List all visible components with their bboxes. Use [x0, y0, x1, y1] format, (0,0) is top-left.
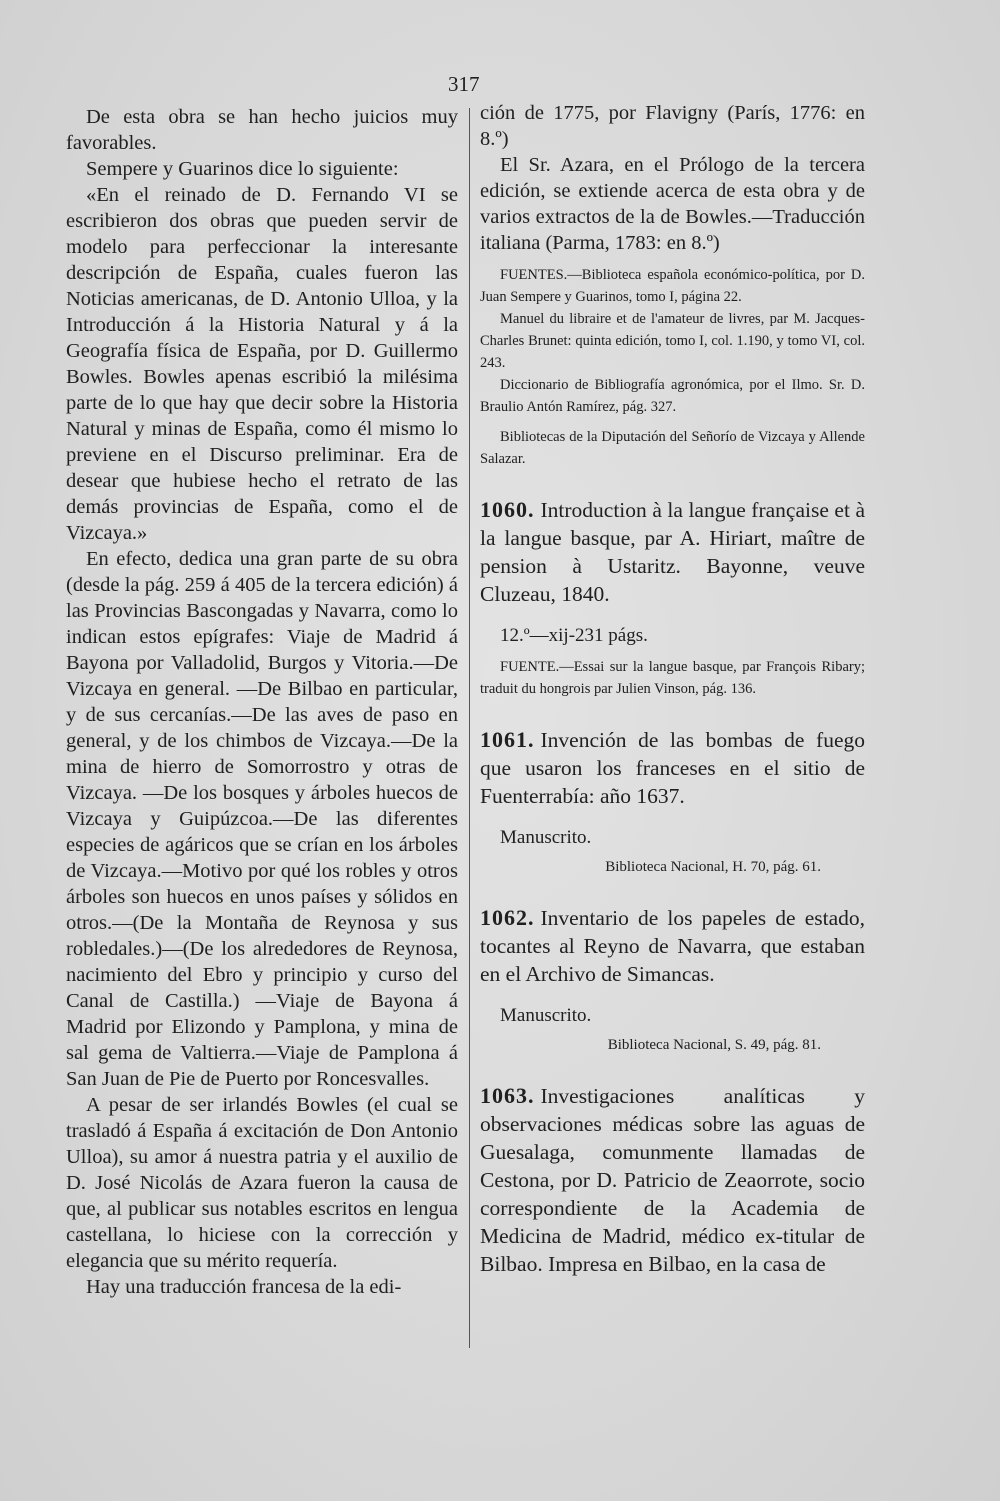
catalog-entry [480, 496, 865, 700]
left-paragraph: A pesar de ser irlandés Bowles (el cual se trasladó á España á excitación de Don Antonio Ulloa), su amor á nuestra patria y el auxilio de D. José Nicolás de Azara fueron la causa de que, al publicar sus notables escritos en lengua castellana, lo hiciese con la corrección y elegancia que su mérito requería. [66, 1094, 458, 1272]
entry-title: Introduction à la langue française et à la langue basque, par A. Hiriart, maître de pension à Ustaritz. Bayonne, veuve Cluzeau, 1840. [480, 498, 865, 606]
left-paragraph: Sempere y Guarinos dice lo siguiente: [86, 158, 399, 180]
entry-number: 1062. [480, 905, 535, 930]
entry-heading [480, 904, 865, 988]
entry-note: FUENTE.—Essai sur la langue basque, par François Ribary; traduit du hongrois par Julien Vinson, pág. 136. [480, 659, 865, 697]
left-paragraph: En efecto, dedica una gran parte de su obra (desde la pág. 259 á 405 de la tercera edición) á las Provincias Bascongadas y Navarra, como lo indican estos epígrafes: Viaje de Madrid á Bayona por Valladolid, Burgos y Vitoria.—De Vizcaya en general. —De Bilbao en particular, y de sus cercanías.—De las aves de paso en general, y de los chimbos de Vizcaya.—De la mina de hierro de Somorrostro y otras de Vizcaya. —De los bosques y árboles huecos de Vizcaya y Guipúzcoa.—De las diferentes especies de agáricos que se crían en los árboles de Vizcaya.—Motivo por qué los robles y otros árboles son huecos en unos países y sólidos en otros.—(De la Montaña de Reynosa y sus robledales.)—(De los alrededores de Reynosa, nacimiento del Ebro y principio y curso del Canal de Castilla.) —Viaje de Bayona á Madrid por Elizondo y Pamplona, y mina de sal gema de Valtierra.—Viaje de Pamplona á San Juan de Pie de Puerto por Roncesvalles. [66, 548, 458, 1090]
entry-title: Invención de las bombas de fuego que usaron los franceses en el sitio de Fuenterrabía: año 1637. [480, 728, 865, 808]
entry-location: Biblioteca Nacional, S. 49, pág. 81. [607, 1037, 821, 1053]
entry-title: Investigaciones analíticas y observaciones médicas sobre las aguas de Guesalaga, comunmente llamadas de Cestona, por D. Patricio de Zeaorrote, socio correspondiente de la Academia de Medicina de Madrid, médico ex-titular de Bilbao. Impresa en Bilbao, en la casa de [480, 1084, 865, 1276]
library-note: Bibliotecas de la Diputación del Señorío de Vizcaya y Allende Salazar. [480, 429, 865, 467]
source-note: Manuel du libraire et de l'amateur de livres, par M. Jacques-Charles Brunet: quinta edición, tomo I, col. 1.190, y tomo VI, col. 243. [480, 311, 865, 371]
left-paragraph: Hay una traducción francesa de la edi- [86, 1276, 402, 1298]
catalog-entry [480, 726, 865, 878]
source-note: Diccionario de Bibliografía agronómica, por el Ilmo. Sr. D. Braulio Antón Ramírez, pág. 327. [480, 377, 865, 415]
page-number: 317 [448, 72, 480, 96]
entry-number: 1063. [480, 1083, 535, 1108]
catalog-entry [480, 1082, 865, 1278]
entry-title: Inventario de los papeles de estado, tocantes al Reyno de Navarra, que estaban en el Archivo de Simancas. [480, 906, 865, 986]
left-paragraph: «En el reinado de D. Fernando VI se escribieron dos obras que pueden servir de modelo para perfeccionar la interesante descripción de España, cuales fueron las Noticias americanas, de D. Antonio Ulloa, y la Introducción á la Historia Natural y á la Geografía física de España, por D. Guillermo Bowles. Bowles apenas escribió la milésima parte de lo que hay que decir sobre la Historia Natural y minas de España, como él mismo lo previene en el Discurso preliminar. Era de desear que hubiese hecho el retrato de las demás provincias de España, como el de Vizcaya.» [66, 184, 458, 544]
entry-location: Biblioteca Nacional, H. 70, pág. 61. [605, 859, 821, 875]
catalog-entry [480, 904, 865, 1056]
entry-detail: Manuscrito. [500, 827, 592, 848]
entry-heading [480, 1082, 865, 1278]
azara-paragraph: El Sr. Azara, en el Prólogo de la tercera edición, se extiende acerca de esta obra y de varios extractos de la de Bowles.—Traducción italiana (Parma, 1783: en 8.º) [480, 154, 865, 254]
left-paragraph: De esta obra se han hecho juicios muy favorables. [66, 106, 458, 154]
entry-number: 1060. [480, 497, 535, 522]
entry-heading [480, 726, 865, 810]
source-note: FUENTES.—Biblioteca española económico-política, por D. Juan Sempere y Guarinos, tomo I, página 22. [480, 267, 865, 305]
continuation-text: ción de 1775, por Flavigny (París, 1776: en 8.º) [480, 102, 865, 150]
left-column [66, 104, 458, 1300]
column-divider [469, 108, 470, 1348]
entry-detail: 12.º—xij-231 págs. [500, 625, 648, 646]
entry-detail: Manuscrito. [500, 1005, 592, 1026]
entry-number: 1061. [480, 727, 535, 752]
entry-heading [480, 496, 865, 608]
right-column [480, 100, 865, 1278]
